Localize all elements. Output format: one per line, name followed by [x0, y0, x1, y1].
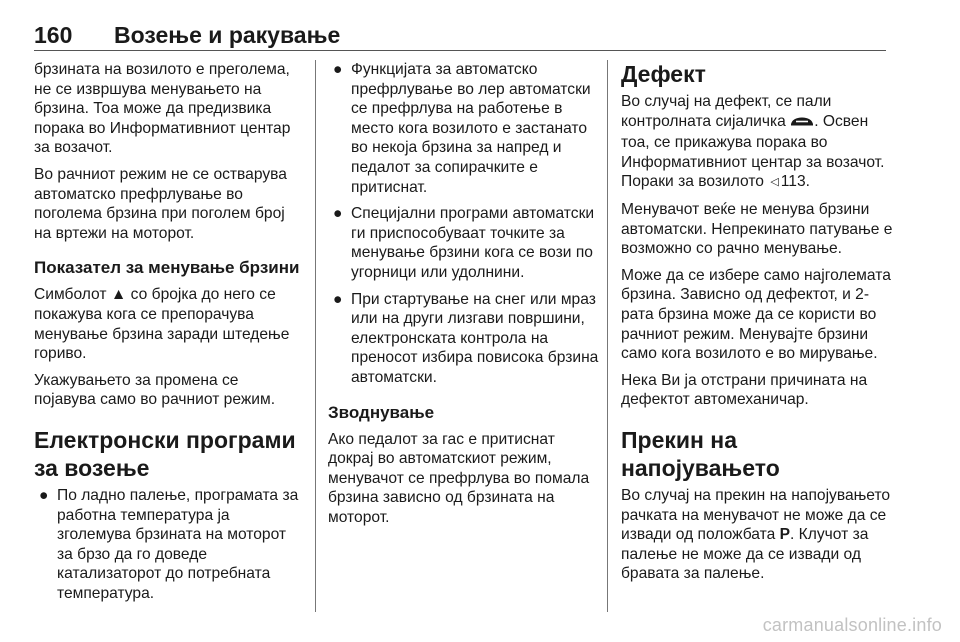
text-fragment: . Клучот за палење не може да се извади од бравата за палење.: [621, 526, 869, 583]
gear-position-p: P: [779, 526, 790, 544]
text-fragment: Во случај на дефект, се пали контролната сијаличка: [621, 93, 832, 130]
column-3: [621, 60, 893, 591]
page-reference-arrow-icon: ◁: [770, 176, 779, 189]
page-header: [34, 22, 886, 52]
bullet-icon: ●: [333, 290, 343, 308]
heading-electronic-programs: Електронски програми за возење: [34, 426, 296, 481]
bullet-list: [34, 486, 304, 604]
paragraph: Во случај на дефект, се пали контролната сијаличка . Освен тоа, се прикажува порака во Информативниот центар за возачот. Пораки за возилото ◁ 113.: [621, 92, 893, 193]
bullet-icon: ●: [333, 205, 343, 223]
paragraph: [621, 486, 893, 584]
subheading-kickdown: Зводнување: [328, 402, 435, 422]
text-fragment: со бројка до него се покажува кога се препорачува менување брзина заради штедење гориво.: [34, 286, 290, 363]
list-item: [328, 290, 600, 388]
page-number: 160: [34, 22, 73, 48]
bullet-icon: ●: [39, 486, 49, 504]
paragraph: [34, 285, 304, 363]
watermark: carmanualsonline.info: [762, 615, 942, 635]
text-fragment: Симболот: [34, 286, 107, 304]
up-arrow-icon: ▲: [110, 286, 127, 304]
text-fragment: Во случај на прекин на напојувањето рачката на менувачот не може да се извади од положбата: [621, 486, 891, 544]
list-item: [34, 486, 304, 604]
section-title: Возење и ракување: [114, 22, 341, 48]
paragraph: Ако педалот за гас е притиснат докрај во автоматскиот режим, менувачот се префрлува во помала брзина зависно од брзината на моторот.: [328, 430, 590, 526]
heading-fault: Дефект: [621, 61, 706, 87]
paragraph: Во рачниот режим не се остварува автоматско префрлување во поголема брзина при поголем број на вртежи на моторот.: [34, 165, 287, 242]
list-item-text: По ладно палење, програмата за работна температура ја зголемува брзината на моторот за брзо да го доведе катализаторот до потребната температура.: [57, 486, 299, 602]
paragraph: Менувачот веќе не менува брзини автоматски. Непрекинато патување е возможно со рачно менување.: [621, 200, 893, 258]
paragraph: Укажувањето за промена се појавува само во рачниот режим.: [34, 371, 276, 409]
header-rule: [34, 50, 886, 51]
bullet-list: [328, 60, 600, 388]
text-fragment: . Освен тоа, се прикажува порака во Информативниот центар за возачот. Пораки за возилото: [621, 112, 885, 191]
column-divider: [607, 60, 608, 612]
bullet-icon: ●: [333, 61, 343, 78]
list-item-text: При стартување на снег или мраз или на други лизгави површини, електронската контрола на преносот избира повисока брзина автоматски.: [351, 290, 599, 386]
paragraph: Може да се избере само најголемата брзина. Зависно од дефектот, и 2-рата брзина може да се користи во рачниот режим. Менувајте брзини само кога возилото е во мирување.: [621, 266, 891, 363]
list-item-text: Специјални програми автоматски ги приспособуваат точките за менување брзини кога се вози по угорници или удолнини.: [351, 205, 595, 281]
paragraph: Нека Ви ја отстрани причината на дефектот автомеханичар.: [621, 371, 868, 409]
list-item-text: Функцијата за автоматско префрлување во лер автоматски се префрлува на работење в место кога возилото е застанато во некоја брзина за напред и педалот за сопирачките е притиснат.: [351, 61, 591, 196]
car-warning-light-icon: [790, 114, 814, 134]
paragraph: брзината на возилото е преголема, не се извршува менувањето на брзина. Тоа може да предизвика порака во Информативниот центар за возачот.: [34, 61, 291, 157]
column-1: [34, 60, 304, 610]
heading-power-interruption: Прекин на напојувањето: [621, 426, 780, 481]
list-item: [328, 204, 600, 282]
column-divider: [315, 60, 316, 612]
page-reference-link[interactable]: 113: [780, 173, 806, 191]
list-item: [328, 60, 600, 197]
subheading-gear-indicator: Показател за менување брзини: [34, 258, 300, 278]
column-2: [328, 60, 600, 534]
